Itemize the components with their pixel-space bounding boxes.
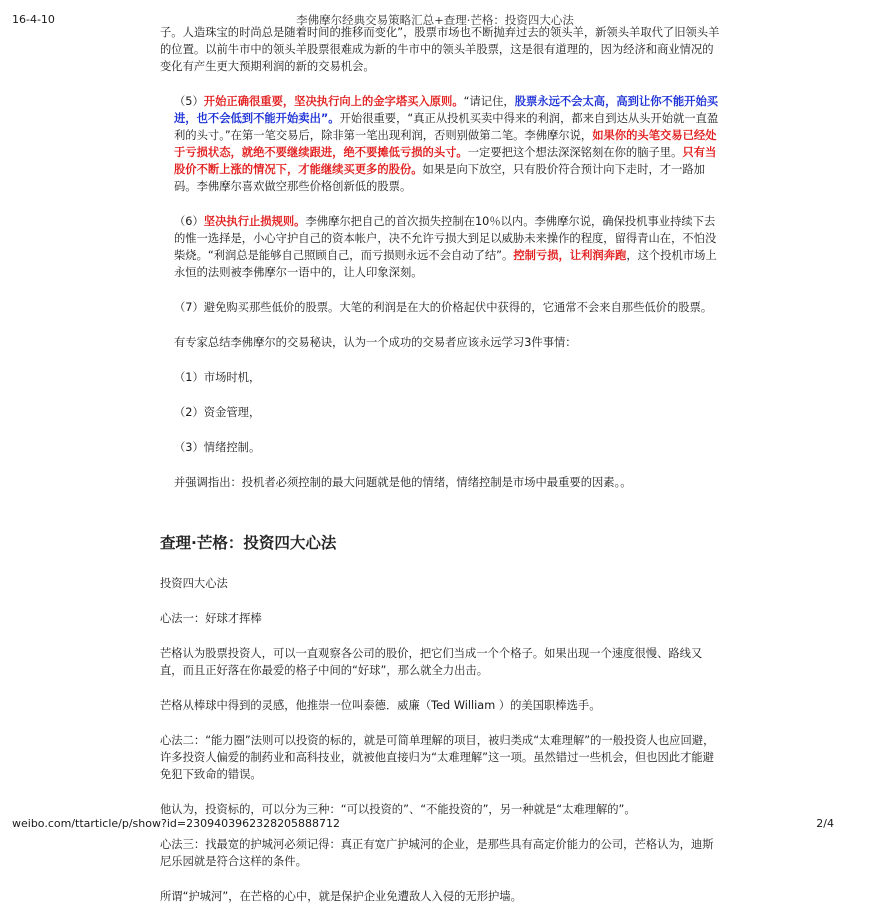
list-item-3: （3）情绪控制。 <box>174 441 261 454</box>
rule-5-highlight-3: 只有当股价不断上涨的情况下，才能继续买更多的股份。 <box>174 146 717 176</box>
paragraph-three-types: 他认为，投资标的，可以分为三种：“可以投资的”、“不能投资的”，另一种就是“太难理解的”。 <box>160 803 636 816</box>
list-item-2: （2）资金管理， <box>174 406 261 419</box>
rule-6-number: （6） <box>174 215 204 228</box>
rule-5-text-3: 一定要把这个想法深深铭刻在你的脑子里。 <box>467 146 683 159</box>
rule-5-text-2: 开始很重要，“真正从投机买卖中得来的利润，都来自到达从头开始就一直盈利的头寸。”在第一笔交易后，除非第一笔出现利润，否则别做第二笔。李佛摩尔说， <box>174 112 719 142</box>
paragraph-moat: 所谓“护城河”，在芒格的心中，就是保护企业免遭敌人入侵的无形护墙。 <box>160 890 522 903</box>
paragraph-method-1: 芒格认为股票投资人，可以一直观察各公司的股价，把它们当成一个个格子。如果出现一个速度很慢、路线又直，而且正好落在你最爱的格子中间的“好球”，那么就全力出击。 <box>160 647 703 677</box>
header-date: 16-4-10 <box>12 13 55 26</box>
page-number: 2/4 <box>816 817 834 830</box>
paragraph-summary: 有专家总结李佛摩尔的交易秘诀，认为一个成功的交易者应该永远学习3件事情： <box>174 336 577 349</box>
rule-6-highlight-2: 控制亏损，让利润奔跑 <box>513 249 627 262</box>
rule-6-highlight: 坚决执行止损规则。 <box>203 215 306 228</box>
rule-5-text-1: “请记住， <box>463 95 515 108</box>
rule-5-text-4: 如果是向下放空，只有股价符合预计向下走时，才一路加码。李佛摩尔喜欢做空那些价格创新低的股票。 <box>174 163 705 193</box>
rule-5-highlight: 开始正确很重要，坚决执行向上的金字塔买入原则。 <box>203 95 464 108</box>
header-title: 李佛摩尔经典交易策略汇总+查理·芒格：投资四大心法 <box>296 13 574 27</box>
paragraph-baseball: 芒格从棒球中得到的灵感，他推崇一位叫泰德．威廉（Ted William ）的美国职棒选手。 <box>160 699 601 712</box>
rule-6-text-1: 李佛摩尔把自己的首次损失控制在10％以内。李佛摩尔说，确保投机事业持续下去的惟一选择是，小心守护自己的资本帐户，决不允许亏损大到足以威胁未来操作的程度，留得青山在，不怕没柴烧。“利润总是能够自己照顾自己，而亏损则永远不会自动了结”。 <box>174 215 717 262</box>
subheading: 投资四大心法 <box>160 577 228 590</box>
footer-url[interactable]: weibo.com/ttarticle/p/show?id=2309403962328205888712 <box>12 817 341 830</box>
rule-6-text-2: ，这个投机市场上永恒的法则被李佛摩尔一语中的，让人印象深刻。 <box>174 249 717 279</box>
paragraph-method-3: 心法三：找最宽的护城河必须记得：真正有宽广护城河的企业，是那些具有高定价能力的公司，芒格认为，迪斯尼乐园就是符合这样的条件。 <box>160 838 714 868</box>
method-1-title: 心法一：好球才挥棒 <box>160 612 262 625</box>
rule-5-number: （5） <box>174 95 204 108</box>
rule-5-highlight-2: 如果你的头笔交易已经处于亏损状态，就绝不要继续跟进，绝不要摊低亏损的头寸。 <box>174 129 717 159</box>
paragraph-rule-7: （7）避免购买那些低价的股票。大笔的利润是在大的价格起伏中获得的，它通常不会来自那些低价的股票。 <box>174 301 713 314</box>
paragraph-intro: 子。人造珠宝的时尚总是随着时间的推移而变化”，股票市场也不断抛弃过去的领头羊，新领头羊取代了旧领头羊的位置。以前牛市中的领头羊股票很难成为新的牛市中的领头羊股票，这是很有道理的，因为经济和商业情况的变化有产生更大预期利润的新的交易机会。 <box>160 26 720 73</box>
paragraph-rule-5 <box>160 93 720 195</box>
paragraph-method-2: 心法二：“能力圈”法则可以投资的标的，就是可简单理解的项目，被归类成“太难理解”的一般投资人也应回避，许多投资人偏爱的制药业和高科技业，就被他直接归为“太难理解”这一项。虽然错过一些机会，但也因此才能避免犯下致命的错误。 <box>160 734 715 781</box>
article-body <box>160 24 720 905</box>
paragraph-emphasis: 并强调指出：投机者必须控制的最大问题就是他的情绪，情绪控制是市场中最重要的因素。。 <box>174 476 632 489</box>
section-heading: 查理·芒格：投资四大心法 <box>160 534 337 552</box>
paragraph-rule-6 <box>160 213 720 281</box>
rule-5-blue-highlight: 股票永远不会太高，高到让你不能开始买进，也不会低到不能开始卖出”。 <box>174 95 719 125</box>
list-item-1: （1）市场时机， <box>174 371 261 384</box>
